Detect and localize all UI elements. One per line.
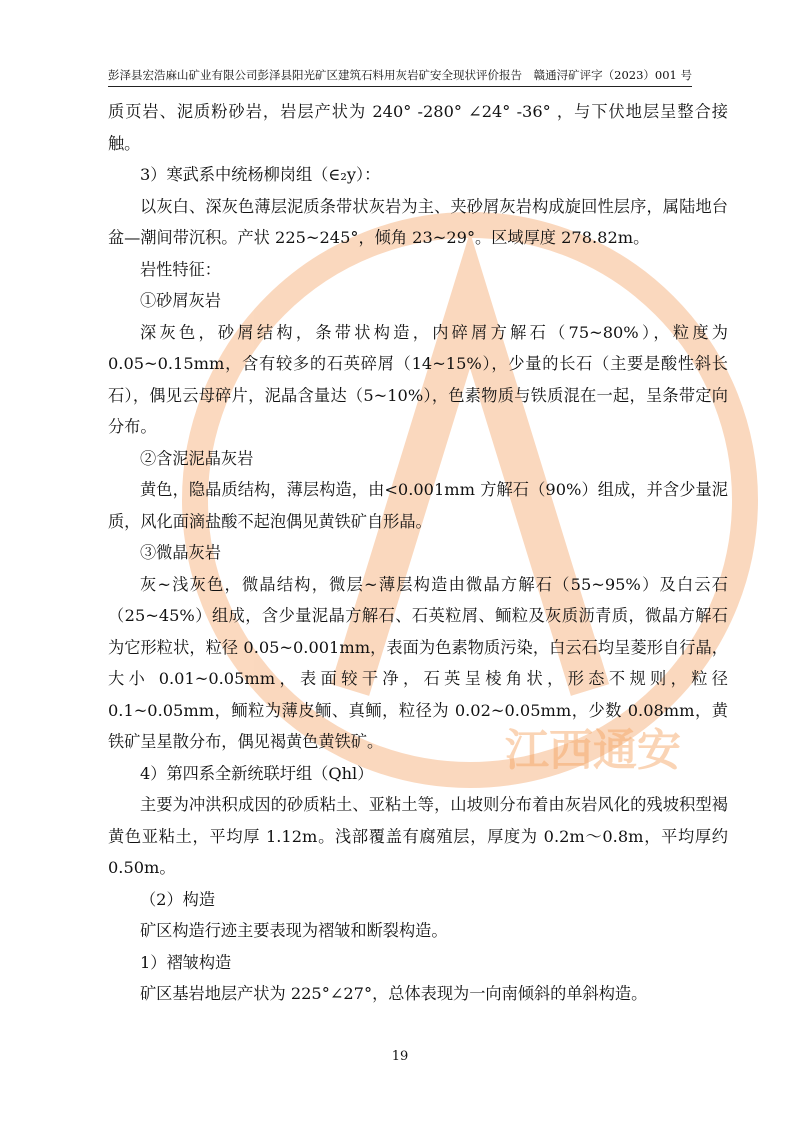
paragraph: 岩性特征： bbox=[140, 259, 221, 279]
page-number: 19 bbox=[391, 1049, 409, 1064]
paragraph: 主要为冲洪积成因的砂质粘土、亚粘土等，山坡则分布着由灰岩风化的残坡积型褐黄色亚粘土，平均厚 1.12m。浅部覆盖有腐殖层，厚度为 0.2m～0.8m，平均厚约 0.50m。 bbox=[108, 795, 728, 877]
paragraph: 质页岩、泥质粉砂岩，岩层产状为 240° -280° ∠24° -36° ，与下伏地层呈整合接触。 bbox=[108, 102, 728, 153]
paragraph: 3）寒武系中统杨柳岗组（∈₂y）： bbox=[140, 165, 381, 184]
paragraph: 灰~浅灰色，微晶结构，微层~薄层构造由微晶方解石（55~95%）及白云石（25~45%）组成，含少量泥晶方解石、石英粒屑、鲕粒及灰质沥青质，微晶方解石为它形粒状，粒径 0.05~0.001mm，表面为色素物质污染，白云石均呈菱形自行晶，大小 0.01~0.05mm，表面较干净，石英呈棱角状，形态不规则，粒径 0.1~0.05mm，鲕粒为薄皮鲕、真鲕，粒径为 0.02~0.05mm，少数 0.08mm，黄铁矿呈星散分布，偶见褐黄色黄铁矿。 bbox=[108, 574, 728, 751]
paragraph: ①砂屑灰岩 bbox=[140, 291, 221, 310]
paragraph: 1）褶皱构造 bbox=[140, 952, 232, 972]
header-document-number: 赣通浔矿评字（2023）001 号 bbox=[533, 68, 692, 82]
paragraph: 4）第四系全新统联圩组（Qhl） bbox=[140, 763, 374, 783]
document-body bbox=[108, 96, 728, 1010]
paragraph: （2）构造 bbox=[140, 889, 216, 909]
paragraph: ②含泥泥晶灰岩 bbox=[140, 448, 254, 468]
paragraph: ③微晶灰岩 bbox=[140, 543, 221, 562]
paragraph: 矿区基岩地层产状为 225°∠27°，总体表现为一向南倾斜的单斜构造。 bbox=[140, 984, 648, 1003]
paragraph: 以灰白、深灰色薄层泥质条带状灰岩为主、夹砂屑灰岩构成旋回性层序，属陆地台盆—潮间带沉积。产状 225~245°，倾角 23~29°。区域厚度 278.82m。 bbox=[108, 196, 728, 247]
paragraph: 黄色，隐晶质结构，薄层构造，由<0.001mm 方解石（90%）组成，并含少量泥质，风化面滴盐酸不起泡偶见黄铁矿自形晶。 bbox=[108, 480, 728, 531]
page-header bbox=[108, 64, 692, 87]
paragraph: 矿区构造行迹主要表现为褶皱和断裂构造。 bbox=[140, 921, 448, 940]
header-report-title: 彭泽县宏浩麻山矿业有限公司彭泽县阳光矿区建筑石料用灰岩矿安全现状评价报告 bbox=[108, 68, 522, 82]
watermark-text: 江西通安 bbox=[505, 725, 681, 776]
paragraph: 深灰色，砂屑结构，条带状构造，内碎屑方解石（75~80%），粒度为 0.05~0.15mm，含有较多的石英碎屑（14~15%），少量的长石（主要是酸性斜长石），偶见云母碎片，泥晶含量达（5~10%），色素物质与铁质混在一起，呈条带定向分布。 bbox=[108, 322, 728, 436]
